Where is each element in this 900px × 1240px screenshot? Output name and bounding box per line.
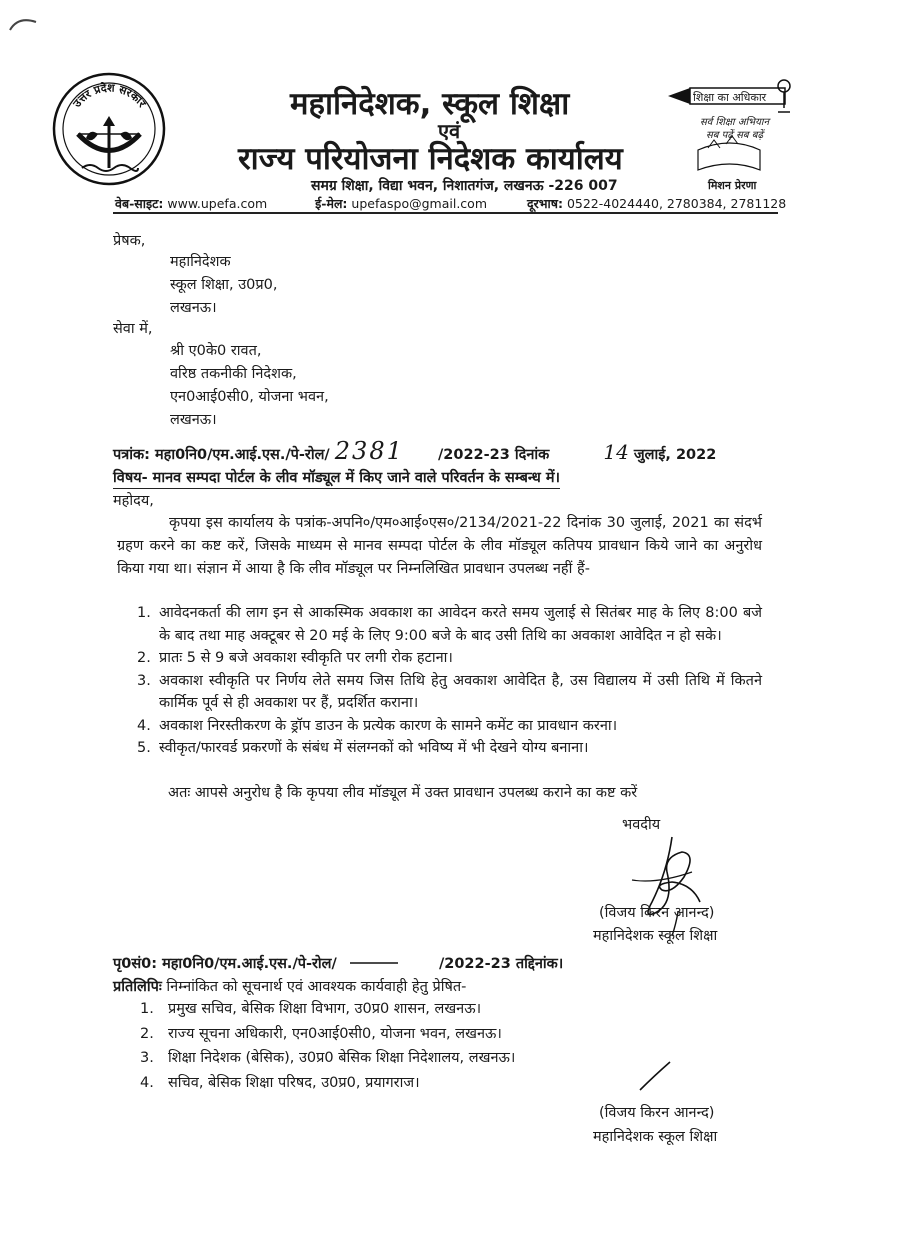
copy-reference-prefix: पृ0सं0: महा0नि0/एम.आई.एस./पे-रोल/ xyxy=(113,956,337,972)
copy-intro-text: निम्नांकित को सूचनार्थ एवं आवश्यक कार्यवाही हेतु प्रेषित- xyxy=(166,979,467,995)
up-government-emblem xyxy=(52,72,167,187)
sender-label: प्रेषक, xyxy=(113,233,146,249)
list-item: 5. स्वीकृत/फारवर्ड प्रकरणों के संबंध में संलग्नकों को भविष्य में भी देखने योग्य बनाना। xyxy=(137,740,589,756)
salutation: महोदय, xyxy=(113,493,154,509)
copy-reference-suffix: /2022-23 तद्दिनांक। xyxy=(438,956,564,972)
right-logo-line2: सब पढ़ें सब बढ़ें xyxy=(706,130,764,141)
list-item: 4. सचिव, बेसिक शिक्षा परिषद, उ0प्र0, प्रयागराज। xyxy=(140,1074,420,1091)
office-title-line1: महानिदेशक, स्कूल शिक्षा xyxy=(290,86,570,122)
list-item: 2. प्रातः 5 से 9 बजे अवकाश स्वीकृति पर लगी रोक हटाना। xyxy=(137,650,453,666)
reference-month-year: जुलाई, 2022 xyxy=(633,447,717,463)
website: www.upefa.com xyxy=(167,196,268,211)
recipient-line: लखनऊ। xyxy=(170,412,217,428)
emblem-text: उत्तर प्रदेश सरकार xyxy=(70,81,149,110)
sarva-shiksha-abhiyan-logo xyxy=(660,78,800,198)
email-label: ई-मेल: xyxy=(315,196,348,211)
phone: 0522-4024440, 2780384, 2781128 xyxy=(566,196,787,211)
blank-dash xyxy=(350,958,410,968)
recipient-label: सेवा में, xyxy=(113,321,153,337)
right-logo-line1: सर्व शिक्षा अभियान xyxy=(700,117,770,128)
provisions-list xyxy=(137,602,762,760)
list-item: 4. अवकाश निरस्तीकरण के ड्रॉप डाउन के प्रत्येक कारण के सामने कमेंट का प्रावधान करना। xyxy=(137,717,618,734)
reference-year: /2022-23 दिनांक xyxy=(437,447,550,463)
list-item: 3. अवकाश स्वीकृति पर निर्णय लेते समय जिस तिथि हेतु अवकाश आवेदित है, उस विद्यालय में उसी तिथि में कितने कार्मिक पूर्व से ही अवकाश पर हैं, प्रदर्शित कराना। xyxy=(137,672,762,711)
copy-intro xyxy=(113,976,466,996)
reference-line xyxy=(113,437,716,465)
header-divider xyxy=(113,212,778,214)
copy-intro-label: प्रतिलिपिः xyxy=(113,979,162,995)
copy-reference xyxy=(113,953,563,973)
yours-faithfully: भवदीय xyxy=(622,817,661,833)
copy-list xyxy=(140,997,515,1095)
signatory2-designation: महानिदेशक स्कूल शिक्षा xyxy=(593,1129,718,1145)
signatory-designation: महानिदेशक स्कूल शिक्षा xyxy=(593,928,718,944)
list-item: 3. शिक्षा निदेशक (बेसिक), उ0प्र0 बेसिक शिक्षा निदेशालय, लखनऊ। xyxy=(140,1050,516,1066)
list-item: 2. राज्य सूचना अधिकारी, एन0आई0सी0, योजना भवन, लखनऊ। xyxy=(140,1025,502,1042)
svg-text:उत्तर प्रदेश सरकार xyxy=(70,80,149,110)
reference-prefix: पत्रांक: महा0नि0/एम.आई.एस./पे-रोल/ xyxy=(113,447,330,463)
phone-label: दूरभाष: xyxy=(526,196,563,211)
sender-line: लखनऊ। xyxy=(170,300,217,316)
reference-day: 14 xyxy=(603,440,629,464)
sender-line: स्कूल शिक्षा, उ0प्र0, xyxy=(170,277,278,293)
list-item: 1. प्रमुख सचिव, बेसिक शिक्षा विभाग, उ0प्र0 शासन, लखनऊ। xyxy=(140,1001,482,1017)
body-paragraph: कृपया इस कार्यालय के पत्रांक-अपनि०/एम०आई०एस०/2134/2021-22 दिनांक 30 जुलाई, 2021 का संदर्भ ग्रहण करने का कष्ट करें, जिसके माध्यम से मानव सम्पदा पोर्टल के लीव मॉड्यूल कतिपय प्रावधान किये जाने का अनुरोध किया गया था। संज्ञान में आया है कि लीव मॉड्यूल पर निम्नलिखित प्रावधान उपलब्ध नहीं हैं- xyxy=(117,515,762,577)
subject: विषय- मानव सम्पदा पोर्टल के लीव मॉड्यूल में किए जाने वाले परिवर्तन के सम्बन्ध में। xyxy=(113,467,560,489)
signatory2-name: (विजय किरन आनन्द) xyxy=(599,1105,715,1121)
signature-2 xyxy=(636,1056,676,1096)
recipient-line: एन0आई0सी0, योजना भवन, xyxy=(170,389,329,405)
reference-number: 2381 xyxy=(334,437,404,465)
recipient-line: श्री ए0के0 रावत, xyxy=(170,343,262,359)
list-item: 1. आवेदनकर्ता की लाग इन से आकस्मिक अवकाश का आवेदन करते समय जुलाई से सितंबर माह के लिए 8:00 बजे के बाद तथा माह अक्टूबर से 20 मई के लिए 9:00 बजे के बाद उसी तिथि का अवकाश आवेदित न हो सके। xyxy=(137,605,762,644)
closing-request: अतः आपसे अनुरोध है कि कृपया लीव मॉड्यूल में उक्त प्रावधान उपलब्ध कराने का कष्ट करें xyxy=(168,785,638,801)
signatory-name: (विजय किरन आनन्द) xyxy=(599,905,715,921)
recipient-line: वरिष्ठ तकनीकी निदेशक, xyxy=(170,366,297,382)
sender-line: महानिदेशक xyxy=(170,254,231,270)
website-label: वेब-साइट: xyxy=(115,196,164,211)
corner-mark xyxy=(6,8,46,38)
email: upefaspo@gmail.com xyxy=(351,196,487,211)
office-address: समग्र शिक्षा, विद्या भवन, निशातगंज, लखनऊ -226 007 xyxy=(311,178,618,194)
office-title-and: एवं xyxy=(438,119,461,143)
right-logo-mission: मिशन प्रेरणा xyxy=(708,179,757,192)
office-title-line2: राज्य परियोजना निदेशक कार्यालय xyxy=(238,141,623,177)
right-logo-banner: शिक्षा का अधिकार xyxy=(693,91,767,104)
